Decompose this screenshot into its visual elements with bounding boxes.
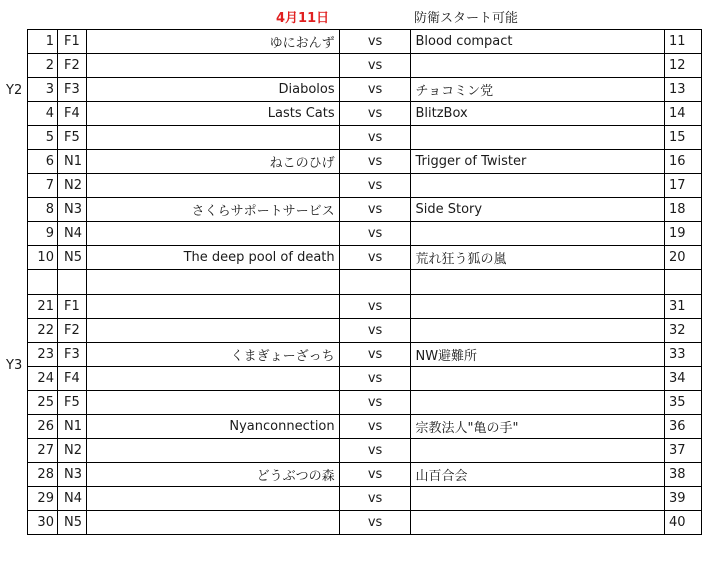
category-cell: N4 bbox=[57, 222, 86, 246]
table-row bbox=[28, 487, 702, 511]
away-team-cell: NW避難所 bbox=[411, 343, 665, 367]
opponent-number-cell: 17 bbox=[665, 174, 702, 198]
row-number-cell: 6 bbox=[28, 150, 58, 174]
table-row bbox=[28, 319, 702, 343]
away-team-cell: Side Story bbox=[411, 198, 665, 222]
opponent-number-cell: 13 bbox=[665, 78, 702, 102]
vs-cell: vs bbox=[339, 415, 411, 439]
home-team-cell bbox=[86, 487, 339, 511]
opponent-number-cell: 32 bbox=[665, 319, 702, 343]
category-cell: F3 bbox=[57, 343, 86, 367]
table-row bbox=[28, 391, 702, 415]
empty-cell bbox=[411, 270, 665, 295]
opponent-number-cell: 40 bbox=[665, 511, 702, 535]
opponent-number-cell: 14 bbox=[665, 102, 702, 126]
empty-cell bbox=[339, 270, 411, 295]
opponent-number-cell: 36 bbox=[665, 415, 702, 439]
away-team-cell: Blood compact bbox=[411, 30, 665, 54]
match-table bbox=[27, 29, 702, 535]
defense-start-note: 防衛スタート可能 bbox=[414, 11, 519, 26]
vs-cell: vs bbox=[339, 150, 411, 174]
table-row bbox=[28, 30, 702, 54]
category-cell: N5 bbox=[57, 511, 86, 535]
home-team-cell bbox=[86, 439, 339, 463]
table-row bbox=[28, 222, 702, 246]
category-cell: F4 bbox=[57, 102, 86, 126]
empty-cell bbox=[28, 270, 58, 295]
category-cell: N4 bbox=[57, 487, 86, 511]
group-label-y2: Y2 bbox=[6, 83, 23, 98]
home-team-cell bbox=[86, 511, 339, 535]
category-cell: F2 bbox=[57, 54, 86, 78]
row-number-cell: 3 bbox=[28, 78, 58, 102]
away-team-cell: 荒れ狂う狐の嵐 bbox=[411, 246, 665, 270]
opponent-number-cell: 35 bbox=[665, 391, 702, 415]
vs-cell: vs bbox=[339, 222, 411, 246]
home-team-cell bbox=[86, 391, 339, 415]
away-team-cell: 宗教法人"亀の手" bbox=[411, 415, 665, 439]
table-row bbox=[28, 511, 702, 535]
opponent-number-cell: 20 bbox=[665, 246, 702, 270]
table-row bbox=[28, 126, 702, 150]
home-team-cell: くまぎょーざっち bbox=[86, 343, 339, 367]
opponent-number-cell: 18 bbox=[665, 198, 702, 222]
vs-cell: vs bbox=[339, 439, 411, 463]
vs-cell: vs bbox=[339, 246, 411, 270]
away-team-cell bbox=[411, 367, 665, 391]
vs-cell: vs bbox=[339, 487, 411, 511]
away-team-cell: 山百合会 bbox=[411, 463, 665, 487]
vs-cell: vs bbox=[339, 463, 411, 487]
away-team-cell bbox=[411, 319, 665, 343]
home-team-cell bbox=[86, 54, 339, 78]
row-number-cell: 24 bbox=[28, 367, 58, 391]
vs-cell: vs bbox=[339, 319, 411, 343]
row-number-cell: 2 bbox=[28, 54, 58, 78]
home-team-cell: どうぶつの森 bbox=[86, 463, 339, 487]
home-team-cell: ゆにおんず bbox=[86, 30, 339, 54]
group-label-y3: Y3 bbox=[6, 358, 23, 373]
table-row bbox=[28, 198, 702, 222]
row-number-cell: 4 bbox=[28, 102, 58, 126]
away-team-cell: Trigger of Twister bbox=[411, 150, 665, 174]
category-cell: F2 bbox=[57, 319, 86, 343]
home-team-cell: さくらサポートサービス bbox=[86, 198, 339, 222]
away-team-cell bbox=[411, 126, 665, 150]
home-team-cell bbox=[86, 126, 339, 150]
home-team-cell bbox=[86, 174, 339, 198]
category-cell: N5 bbox=[57, 246, 86, 270]
table-row bbox=[28, 463, 702, 487]
opponent-number-cell: 33 bbox=[665, 343, 702, 367]
empty-cell bbox=[665, 270, 702, 295]
table-row bbox=[28, 78, 702, 102]
home-team-cell: The deep pool of death bbox=[86, 246, 339, 270]
table-row bbox=[28, 102, 702, 126]
opponent-number-cell: 12 bbox=[665, 54, 702, 78]
vs-cell: vs bbox=[339, 126, 411, 150]
category-cell: F5 bbox=[57, 391, 86, 415]
table-row bbox=[28, 367, 702, 391]
home-team-cell bbox=[86, 295, 339, 319]
row-number-cell: 29 bbox=[28, 487, 58, 511]
vs-cell: vs bbox=[339, 511, 411, 535]
opponent-number-cell: 37 bbox=[665, 439, 702, 463]
vs-cell: vs bbox=[339, 198, 411, 222]
category-cell: N1 bbox=[57, 150, 86, 174]
home-team-cell: ねこのひげ bbox=[86, 150, 339, 174]
row-number-cell: 22 bbox=[28, 319, 58, 343]
category-cell: N3 bbox=[57, 463, 86, 487]
row-number-cell: 27 bbox=[28, 439, 58, 463]
row-number-cell: 28 bbox=[28, 463, 58, 487]
opponent-number-cell: 11 bbox=[665, 30, 702, 54]
category-cell: F1 bbox=[57, 295, 86, 319]
row-number-cell: 8 bbox=[28, 198, 58, 222]
table-row bbox=[28, 295, 702, 319]
home-team-cell: Nyanconnection bbox=[86, 415, 339, 439]
opponent-number-cell: 19 bbox=[665, 222, 702, 246]
vs-cell: vs bbox=[339, 102, 411, 126]
row-number-cell: 10 bbox=[28, 246, 58, 270]
category-cell: N3 bbox=[57, 198, 86, 222]
empty-cell bbox=[86, 270, 339, 295]
row-number-cell: 30 bbox=[28, 511, 58, 535]
row-number-cell: 1 bbox=[28, 30, 58, 54]
category-cell: F3 bbox=[57, 78, 86, 102]
home-team-cell bbox=[86, 319, 339, 343]
empty-cell bbox=[57, 270, 86, 295]
table-row bbox=[28, 150, 702, 174]
away-team-cell bbox=[411, 295, 665, 319]
away-team-cell bbox=[411, 391, 665, 415]
table-row bbox=[28, 246, 702, 270]
home-team-cell: Diabolos bbox=[86, 78, 339, 102]
away-team-cell bbox=[411, 439, 665, 463]
row-number-cell: 26 bbox=[28, 415, 58, 439]
row-number-cell: 23 bbox=[28, 343, 58, 367]
category-cell: N2 bbox=[57, 439, 86, 463]
vs-cell: vs bbox=[339, 30, 411, 54]
table-row bbox=[28, 415, 702, 439]
away-team-cell: BlitzBox bbox=[411, 102, 665, 126]
category-cell: F1 bbox=[57, 30, 86, 54]
category-cell: F5 bbox=[57, 126, 86, 150]
vs-cell: vs bbox=[339, 391, 411, 415]
opponent-number-cell: 38 bbox=[665, 463, 702, 487]
table-row bbox=[28, 174, 702, 198]
home-team-cell bbox=[86, 222, 339, 246]
row-number-cell: 25 bbox=[28, 391, 58, 415]
vs-cell: vs bbox=[339, 54, 411, 78]
opponent-number-cell: 16 bbox=[665, 150, 702, 174]
spacer-row bbox=[28, 270, 702, 295]
row-number-cell: 5 bbox=[28, 126, 58, 150]
table-row bbox=[28, 439, 702, 463]
home-team-cell bbox=[86, 367, 339, 391]
row-number-cell: 9 bbox=[28, 222, 58, 246]
row-number-cell: 21 bbox=[28, 295, 58, 319]
category-cell: F4 bbox=[57, 367, 86, 391]
away-team-cell: チョコミン党 bbox=[411, 78, 665, 102]
vs-cell: vs bbox=[339, 367, 411, 391]
away-team-cell bbox=[411, 511, 665, 535]
table-row bbox=[28, 54, 702, 78]
category-cell: N2 bbox=[57, 174, 86, 198]
vs-cell: vs bbox=[339, 174, 411, 198]
away-team-cell bbox=[411, 174, 665, 198]
vs-cell: vs bbox=[339, 343, 411, 367]
home-team-cell: Lasts Cats bbox=[86, 102, 339, 126]
vs-cell: vs bbox=[339, 295, 411, 319]
schedule-date: 4月11日 bbox=[276, 11, 330, 26]
table-row bbox=[28, 343, 702, 367]
opponent-number-cell: 31 bbox=[665, 295, 702, 319]
row-number-cell: 7 bbox=[28, 174, 58, 198]
away-team-cell bbox=[411, 487, 665, 511]
category-cell: N1 bbox=[57, 415, 86, 439]
vs-cell: vs bbox=[339, 78, 411, 102]
away-team-cell bbox=[411, 222, 665, 246]
opponent-number-cell: 34 bbox=[665, 367, 702, 391]
away-team-cell bbox=[411, 54, 665, 78]
opponent-number-cell: 39 bbox=[665, 487, 702, 511]
opponent-number-cell: 15 bbox=[665, 126, 702, 150]
